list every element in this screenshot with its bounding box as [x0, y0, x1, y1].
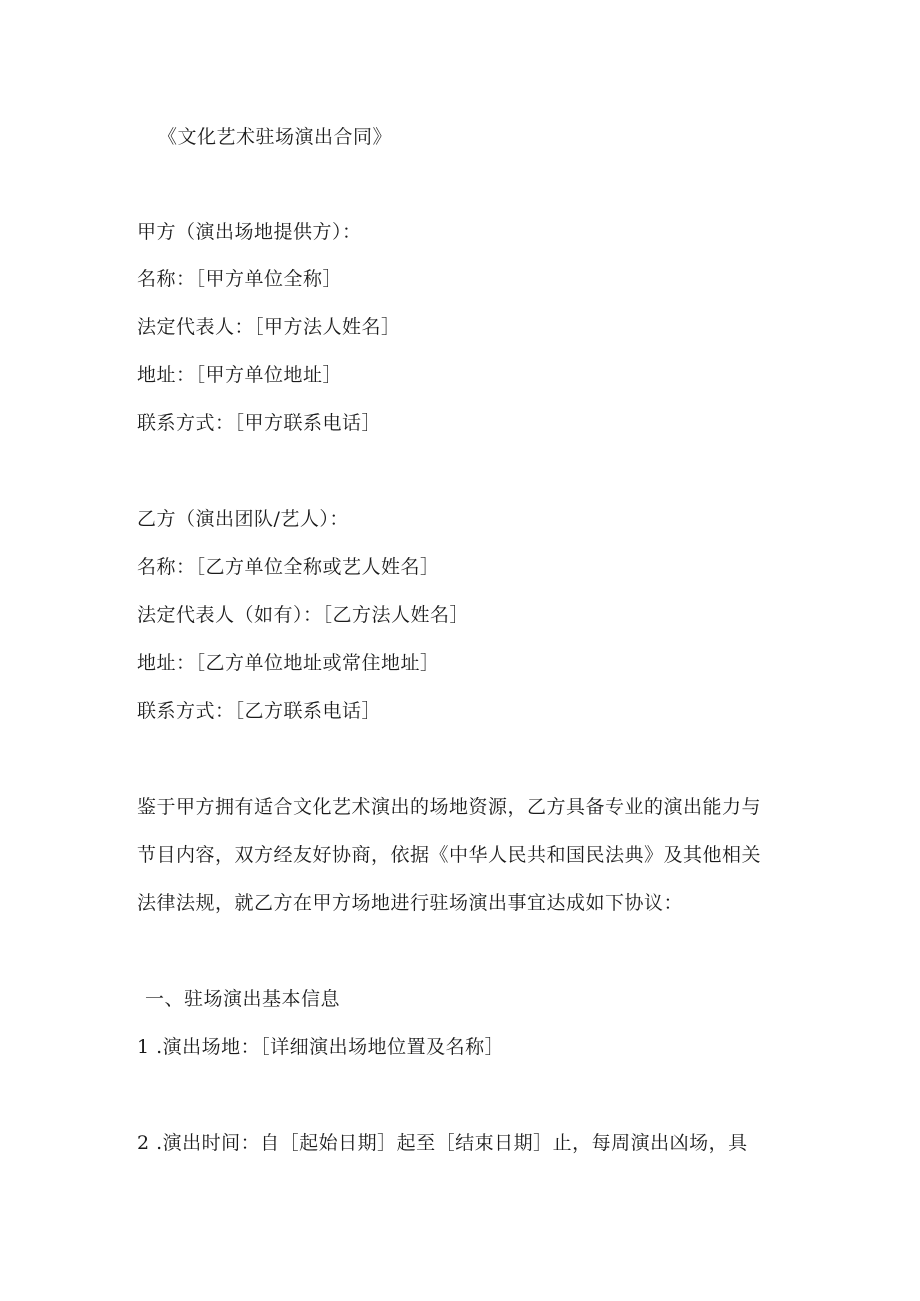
party-b-address: 地址：［乙方单位地址或常住地址］	[137, 652, 440, 674]
party-b-heading: 乙方（演出团队/艺人）：	[137, 508, 349, 530]
preamble-line-2: 节目内容，双方经友好协商，依据《中华人民共和国民法典》及其他相关	[137, 844, 762, 866]
preamble-line-3: 法律法规，就乙方在甲方场地进行驻场演出事宜达成如下协议：	[137, 892, 684, 914]
party-a-representative: 法定代表人：［甲方法人姓名］	[137, 316, 401, 338]
contract-title: 《文化艺术驻场演出合同》	[158, 126, 393, 148]
party-a-heading: 甲方（演出场地提供方）：	[137, 221, 362, 243]
section-1-heading: 一、驻场演出基本信息	[145, 988, 341, 1010]
section-1-item-1: 1 .演出场地：［详细演出场地位置及名称］	[137, 1036, 505, 1058]
preamble-line-1: 鉴于甲方拥有适合文化艺术演出的场地资源，乙方具备专业的演出能力与	[137, 796, 762, 818]
party-b-contact: 联系方式：［乙方联系电话］	[137, 700, 382, 722]
party-a-name: 名称：［甲方单位全称］	[137, 268, 343, 290]
section-1-item-2: 2 .演出时间：自［起始日期］起至［结束日期］止，每周演出凶场，具	[137, 1132, 748, 1154]
party-a-address: 地址：［甲方单位地址］	[137, 364, 343, 386]
party-b-name: 名称：［乙方单位全称或艺人姓名］	[137, 556, 440, 578]
party-a-contact: 联系方式：［甲方联系电话］	[137, 412, 382, 434]
party-b-representative: 法定代表人（如有）：［乙方法人姓名］	[137, 604, 470, 626]
